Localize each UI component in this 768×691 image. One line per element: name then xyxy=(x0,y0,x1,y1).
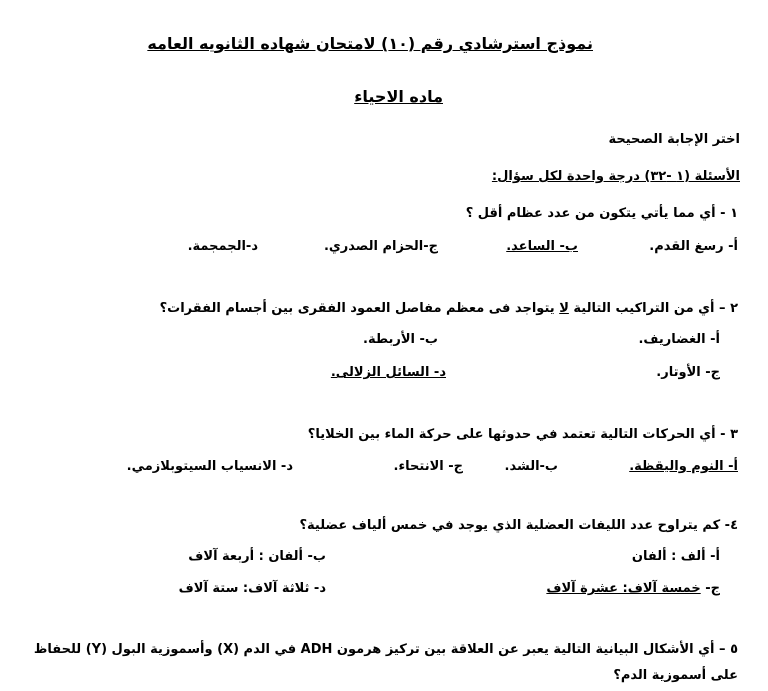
q2-option-b: ب- الأربطة. xyxy=(363,332,438,347)
question-5-line-1: ٥ – أي الأشكال البيانية التالية يعبر عن العلاقة بين تركيز هرمون ADH في الدم (X) وأسموزية البول (Y) للحفاظ xyxy=(33,642,738,657)
q4-option-b: ب- ألفان : أربعة آلاف xyxy=(188,549,326,564)
q1-option-c: ج-الحزام الصدري. xyxy=(323,239,438,254)
q2-text-before: ٢ – أي من التراكيب التالية xyxy=(568,301,738,316)
q4-option-a: أ- ألف : ألفان xyxy=(631,549,720,564)
q3-option-d: د- الانسياب السيتوبلازمي. xyxy=(126,459,293,474)
q1-option-b: ب- الساعد. xyxy=(506,239,578,254)
q2-option-d: د- السائل الزلالى. xyxy=(330,365,446,380)
question-2 xyxy=(160,302,738,315)
q2-option-c: ج- الأوتار. xyxy=(656,365,720,380)
q3-option-a xyxy=(629,460,738,473)
page-title: نموذج استرشادي رقم (١٠) لامتحان شهاده الثانويه العامه xyxy=(147,34,593,53)
question-1: ١ - أي مما يأتي يتكون من عدد عظام أقل ؟ xyxy=(465,206,738,221)
q4-option-d: د- ثلاثة آلاف: ستة آلاف xyxy=(178,581,326,596)
q1-option-d: د-الجمجمة. xyxy=(187,239,258,254)
q3-option-c: ج- الانتحاء. xyxy=(393,459,463,474)
instruction-choose: اختر الإجابة الصحيحة xyxy=(608,132,740,147)
q2-option-a: أ- الغضاريف. xyxy=(638,332,720,347)
q4-option-c xyxy=(546,582,720,595)
question-4: ٤- كم يتراوح عدد الليفات العضلية الذي يوجد في خمس ألياف عضلية؟ xyxy=(299,518,738,533)
q4-option-c-value: خمسة آلاف: عشرة آلاف xyxy=(546,581,701,596)
q1-option-a: أ- رسغ القدم. xyxy=(649,239,738,254)
q3-option-a-text: أ- النوم واليقظة. xyxy=(629,459,738,474)
instruction-grading: الأسئلة (١ -٣٢) درجة واحدة لكل سؤال: xyxy=(491,169,740,184)
q2-text-negation: لا xyxy=(559,301,569,316)
subject-title: ماده الاحياء xyxy=(354,87,443,106)
q4-option-c-label: ج- xyxy=(700,581,720,596)
q3-option-b: ب-الشد. xyxy=(504,459,558,474)
q2-text-after: يتواجد فى معظم مفاصل العمود الفقرى بين أجسام الفقرات؟ xyxy=(159,301,560,316)
question-3: ٣ - أي الحركات التالية تعتمد في حدوثها على حركة الماء بين الخلايا؟ xyxy=(307,427,738,442)
question-5-line-2: على أسموزية الدم؟ xyxy=(613,668,738,683)
